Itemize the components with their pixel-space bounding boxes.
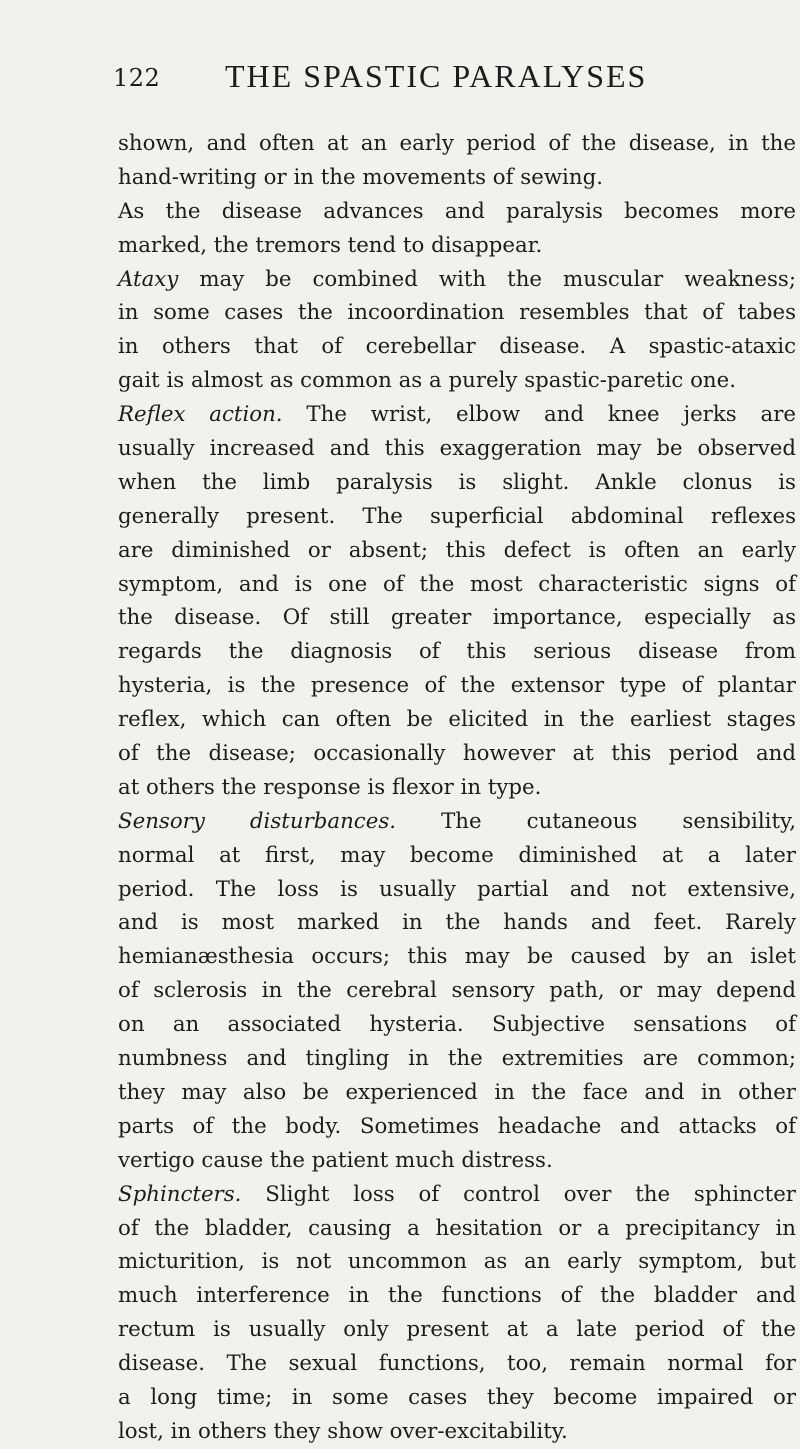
text-line	[118, 669, 796, 703]
text-line	[118, 432, 796, 466]
text-line	[118, 974, 796, 1008]
text-line	[118, 127, 796, 161]
text-line	[118, 635, 796, 669]
section-lead: Sensory disturbances.	[118, 808, 397, 834]
line-text: hysteria, is the presence of the extensor type of plantar	[118, 673, 796, 699]
line-text: in some cases the incoordination resembles that of tabes	[118, 300, 796, 326]
line-text: at others the response is flexor in type.	[118, 774, 542, 800]
line-text: period. The loss is usually partial and not extensive,	[118, 876, 796, 902]
line-text: may be combined with the muscular weakness;	[178, 266, 796, 292]
text-line	[118, 1347, 796, 1381]
line-text: rectum is usually only present at a late period of the	[118, 1317, 796, 1343]
text-line	[118, 1008, 796, 1042]
line-text: in others that of cerebellar disease. A spastic-ataxic	[118, 334, 796, 360]
line-text: usually increased and this exaggeration may be observed	[118, 436, 796, 462]
text-line	[118, 161, 796, 195]
line-text: and is most marked in the hands and feet. Rarely	[118, 910, 796, 936]
line-text: parts of the body. Sometimes headache and attacks of	[118, 1113, 796, 1139]
page-number: 122	[113, 64, 161, 92]
line-text: of sclerosis in the cerebral sensory path, or may depend	[118, 978, 796, 1004]
line-text: symptom, and is one of the most characteristic signs of	[118, 571, 796, 597]
text-line	[118, 1381, 796, 1415]
line-text: micturition, is not uncommon as an early symptom, but	[118, 1249, 796, 1275]
text-line	[118, 940, 796, 974]
text-line	[118, 534, 796, 568]
line-text: shown, and often at an early period of the disease, in the	[118, 131, 796, 156]
line-text: marked, the tremors tend to disappear.	[118, 232, 543, 258]
line-text: the disease. Of still greater importance, especially as	[118, 605, 796, 631]
text-line	[118, 703, 796, 737]
line-text: The cutaneous sensibility,	[396, 808, 796, 834]
line-text: of the bladder, causing a hesitation or a precipitancy in	[118, 1215, 796, 1241]
text-line	[118, 1144, 796, 1178]
text-line	[118, 296, 796, 330]
line-text: hand-writing or in the movements of sewing.	[118, 164, 603, 190]
line-text: on an associated hysteria. Subjective sensations of	[118, 1012, 796, 1038]
text-line	[118, 330, 796, 364]
text-line	[118, 1212, 796, 1246]
text-line	[118, 1279, 796, 1313]
text-line	[118, 364, 796, 398]
line-text: Slight loss of control over the sphincter	[241, 1181, 796, 1207]
text-line	[118, 1313, 796, 1347]
text-line	[118, 1415, 796, 1449]
body-text	[118, 127, 796, 1449]
line-text: disease. The sexual functions, too, remain normal for	[118, 1351, 796, 1377]
line-text: gait is almost as common as a purely spastic-paretic one.	[118, 368, 736, 394]
line-text: vertigo cause the patient much distress.	[118, 1147, 553, 1173]
line-text: much interference in the functions of the bladder and	[118, 1283, 796, 1309]
line-text: are diminished or absent; this defect is often an early	[118, 537, 796, 563]
line-text: of the disease; occasionally however at this period and	[118, 741, 796, 767]
line-text: reflex, which can often be elicited in the earliest stages	[118, 707, 796, 733]
text-line	[118, 771, 796, 805]
text-line	[118, 805, 796, 839]
text-line	[118, 601, 796, 635]
text-line	[118, 1245, 796, 1279]
section-lead: Sphincters.	[118, 1181, 242, 1207]
text-line	[118, 398, 796, 432]
text-line	[118, 1178, 796, 1212]
line-text: they may also be experienced in the face and in other	[118, 1079, 796, 1105]
line-text: regards the diagnosis of this serious disease from	[118, 639, 796, 665]
section-lead: Ataxy	[118, 266, 179, 292]
text-line	[118, 500, 796, 534]
line-text: normal at first, may become diminished at a later	[118, 842, 796, 868]
text-line	[118, 906, 796, 940]
line-text: a long time; in some cases they become impaired or	[118, 1384, 796, 1410]
text-line	[118, 568, 796, 602]
line-text: hemianæsthesia occurs; this may be caused by an islet	[118, 944, 796, 970]
text-line	[118, 839, 796, 873]
text-line	[118, 229, 796, 263]
text-line	[118, 737, 796, 771]
text-line	[118, 195, 796, 229]
line-text: generally present. The superficial abdominal reflexes	[118, 503, 796, 529]
text-line	[118, 873, 796, 907]
running-head: THE SPASTIC PARALYSES	[225, 58, 648, 94]
line-text: numbness and tingling in the extremities are common;	[118, 1046, 796, 1072]
text-line	[118, 1042, 796, 1076]
text-line	[118, 1076, 796, 1110]
section-lead: Reflex action.	[118, 402, 283, 428]
line-text: As the disease advances and paralysis becomes more	[118, 198, 796, 224]
line-text: when the limb paralysis is slight. Ankle clonus is	[118, 469, 796, 495]
text-line	[118, 1110, 796, 1144]
text-line	[118, 263, 796, 297]
page-header	[0, 58, 800, 98]
text-line	[118, 466, 796, 500]
line-text: The wrist, elbow and knee jerks are	[282, 402, 796, 428]
line-text: lost, in others they show over-excitability.	[118, 1418, 568, 1444]
